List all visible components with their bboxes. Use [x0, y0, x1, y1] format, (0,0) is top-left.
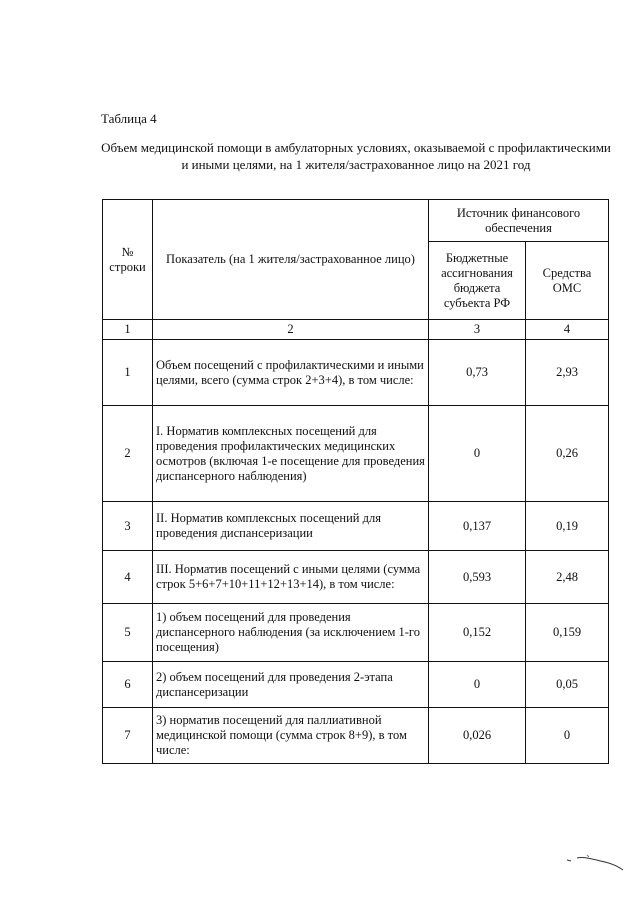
row-oms-value: 0,26: [526, 406, 609, 502]
row-budget-value: 0,026: [429, 708, 526, 764]
row-budget-value: 0: [429, 406, 526, 502]
row-number: 3: [103, 502, 153, 551]
header-row-top: [103, 200, 609, 242]
row-budget-value: 0,593: [429, 551, 526, 604]
header-indicator: Показатель (на 1 жителя/застрахованное лицо): [153, 200, 429, 320]
row-description: 2) объем посещений для проведения 2-этапа диспансеризации: [153, 662, 429, 708]
row-budget-value: 0,152: [429, 604, 526, 662]
row-oms-value: 0,05: [526, 662, 609, 708]
header-row-no: № строки: [103, 200, 153, 320]
row-description: III. Норматив посещений с иными целями (сумма строк 5+6+7+10+11+12+13+14), в том числе:: [153, 551, 429, 604]
col-number-4: 4: [526, 320, 609, 340]
table-row: [103, 340, 609, 406]
data-table: [102, 199, 609, 764]
table-row: [103, 708, 609, 764]
row-description: I. Норматив комплексных посещений для проведения профилактических медицинских осмотров (включая 1-е посещение для проведения диспансерного наблюдения): [153, 406, 429, 502]
row-number: 7: [103, 708, 153, 764]
row-oms-value: 2,93: [526, 340, 609, 406]
row-number: 5: [103, 604, 153, 662]
table-row: [103, 551, 609, 604]
header-oms: Средства ОМС: [526, 242, 609, 320]
row-oms-value: 0: [526, 708, 609, 764]
col-number-1: 1: [103, 320, 153, 340]
row-budget-value: 0,137: [429, 502, 526, 551]
row-number: 2: [103, 406, 153, 502]
header-budget: Бюджетные ассигнования бюджета субъекта РФ: [429, 242, 526, 320]
row-description: Объем посещений с профилактическими и иными целями, всего (сумма строк 2+3+4), в том числе:: [153, 340, 429, 406]
table-label: Таблица 4: [101, 111, 157, 126]
row-number: 4: [103, 551, 153, 604]
column-number-row: [103, 320, 609, 340]
row-number: 1: [103, 340, 153, 406]
document-heading: Объем медицинской помощи в амбулаторных условиях, оказываемой с профилактическими и иными целями, на 1 жителя/застрахованное лицо на 2021 год: [101, 140, 611, 172]
pen-mark-icon: [565, 852, 625, 872]
row-number: 6: [103, 662, 153, 708]
row-budget-value: 0,73: [429, 340, 526, 406]
table-row: [103, 502, 609, 551]
table-row: [103, 406, 609, 502]
row-budget-value: 0: [429, 662, 526, 708]
col-number-3: 3: [429, 320, 526, 340]
row-description: II. Норматив комплексных посещений для проведения диспансеризации: [153, 502, 429, 551]
table-row: [103, 604, 609, 662]
header-funding-source: Источник финансового обеспечения: [429, 200, 609, 242]
row-oms-value: 0,159: [526, 604, 609, 662]
row-oms-value: 2,48: [526, 551, 609, 604]
table-row: [103, 662, 609, 708]
row-oms-value: 0,19: [526, 502, 609, 551]
row-description: 3) норматив посещений для паллиативной медицинской помощи (сумма строк 8+9), в том числе:: [153, 708, 429, 764]
col-number-2: 2: [153, 320, 429, 340]
row-description: 1) объем посещений для проведения диспансерного наблюдения (за исключением 1-го посещения): [153, 604, 429, 662]
